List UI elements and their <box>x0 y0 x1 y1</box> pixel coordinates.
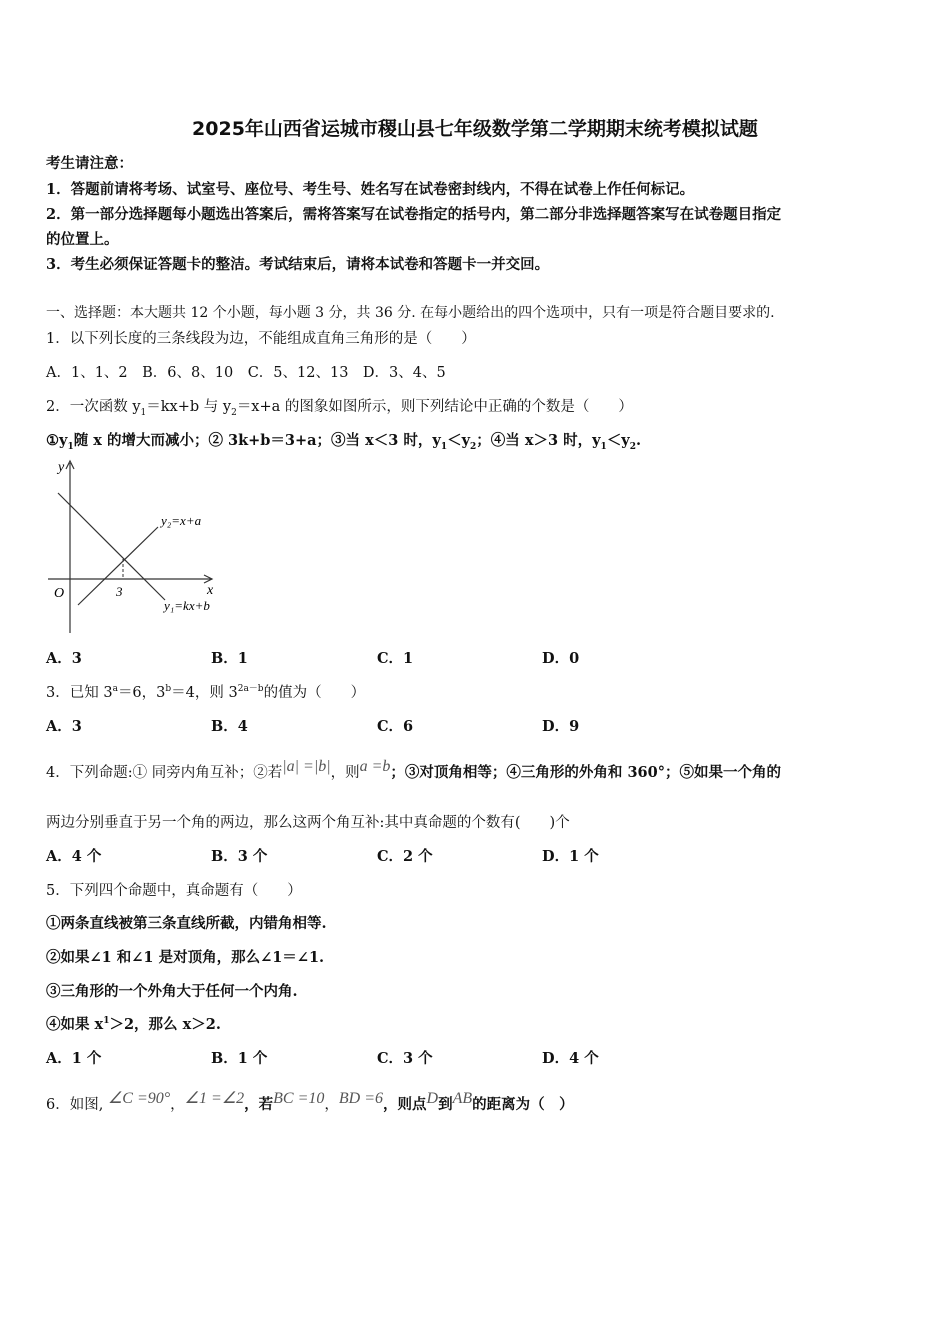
question-3-stem: 3．已知 $3^a=6$，$3^b=4$，则 $3^{2a-b}$的值为（ ） <box>46 684 366 701</box>
origin-label: O <box>54 586 65 601</box>
question-2-option-d: D．0 <box>542 650 580 667</box>
notice-item: 3．考生必须保证答题卡的整洁。考试结束后，请将本试卷和答题卡一并交回。 <box>46 256 550 273</box>
question-4-option-c: C．2 个 <box>377 848 433 865</box>
question-2-graph <box>40 455 240 640</box>
notice-item: 的位置上。 <box>46 231 119 248</box>
question-2-option-a: A．3 <box>46 650 82 667</box>
question-6-stem: 6．如图, ∠C =90°，∠1 =∠2，若BC =10，BD =6，则点D到AB的距离为（ ） <box>46 1090 574 1113</box>
question-3-option-b: B．4 <box>211 718 248 735</box>
question-5-stem: 5．下列四个命题中，真命题有（ ） <box>46 883 302 899</box>
question-5-option-a: A．1 个 <box>46 1050 102 1067</box>
question-5-item: ①两条直线被第三条直线所截，内错角相等. <box>46 915 327 932</box>
question-4-stem-cont: 两边分别垂直于另一个角的两边，那么这两个角互补:其中真命题的个数有( )个 <box>46 815 570 831</box>
question-4-option-b: B．3 个 <box>211 848 268 865</box>
question-5-item: ④如果 $x^1>2$，那么 x＞2. <box>46 1016 221 1033</box>
question-1-options: A．1、1、2 B．6、8、10 C．5、12、13 D．3、4、5 <box>46 365 446 381</box>
x-axis-label: x <box>207 583 214 598</box>
page-title: 2025年山西省运城市稷山县七年级数学第二学期期末统考模拟试题 <box>192 118 758 140</box>
line-y1 <box>58 493 165 600</box>
question-5-option-c: C．3 个 <box>377 1050 433 1067</box>
question-2-option-c: C．1 <box>377 650 414 667</box>
question-5-item: ②如果∠1 和∠1 是对顶角，那么∠1＝∠1. <box>46 949 325 966</box>
notice-item: 2．第一部分选择题每小题选出答案后，需将答案写在试卷指定的括号内，第二部分非选择题答案写在试卷题目指定 <box>46 206 782 223</box>
line-y1-label: y₁=kx+b <box>164 598 210 613</box>
question-5-option-d: D．4 个 <box>542 1050 599 1067</box>
notice-heading: 考生请注意： <box>46 155 133 172</box>
question-4-option-d: D．1 个 <box>542 848 599 865</box>
question-3-option-a: A．3 <box>46 718 82 735</box>
question-2-option-b: B．1 <box>211 650 248 667</box>
question-5-item: ③三角形的一个外角大于任何一个内角. <box>46 983 298 1000</box>
line-y2-label: y₂=x+a <box>161 513 202 528</box>
question-5-option-b: B．1 个 <box>211 1050 268 1067</box>
question-2-conditions: $①y_1$随 x 的增大而减小；② 3k+b＝3+a；③当 x＜3 时，$y_1<y_2$；④当 x＞3 时，$y_1<y_2$. <box>46 432 642 452</box>
question-2-stem: 2．一次函数 $y_1=kx+b$ 与 $y_2=x+a$ 的图象如图所示，则下列结论中正确的个数是（ ） <box>46 399 633 418</box>
question-4-option-a: A．4 个 <box>46 848 102 865</box>
section-heading: 一、选择题：本大题共 12 个小题，每小题 3 分，共 36 分. 在每小题给出的四个选项中，只有一项是符合题目要求的. <box>46 305 775 321</box>
question-1-stem: 1．以下列长度的三条线段为边，不能组成直角三角形的是（ ） <box>46 331 476 347</box>
notice-item: 1．答题前请将考场、试室号、座位号、考生号、姓名写在试卷密封线内，不得在试卷上作任何标记。 <box>46 181 695 198</box>
question-3-option-d: D．9 <box>542 718 580 735</box>
question-3-option-c: C．6 <box>377 718 414 735</box>
question-4-stem: 4．下列命题:① 同旁内角互补；②若|a| =|b|，则a =b；③对顶角相等；④三角形的外角和 360°；⑤如果一个角的 <box>46 758 781 781</box>
tick-label: 3 <box>116 584 123 599</box>
y-axis-label: y <box>58 460 65 475</box>
